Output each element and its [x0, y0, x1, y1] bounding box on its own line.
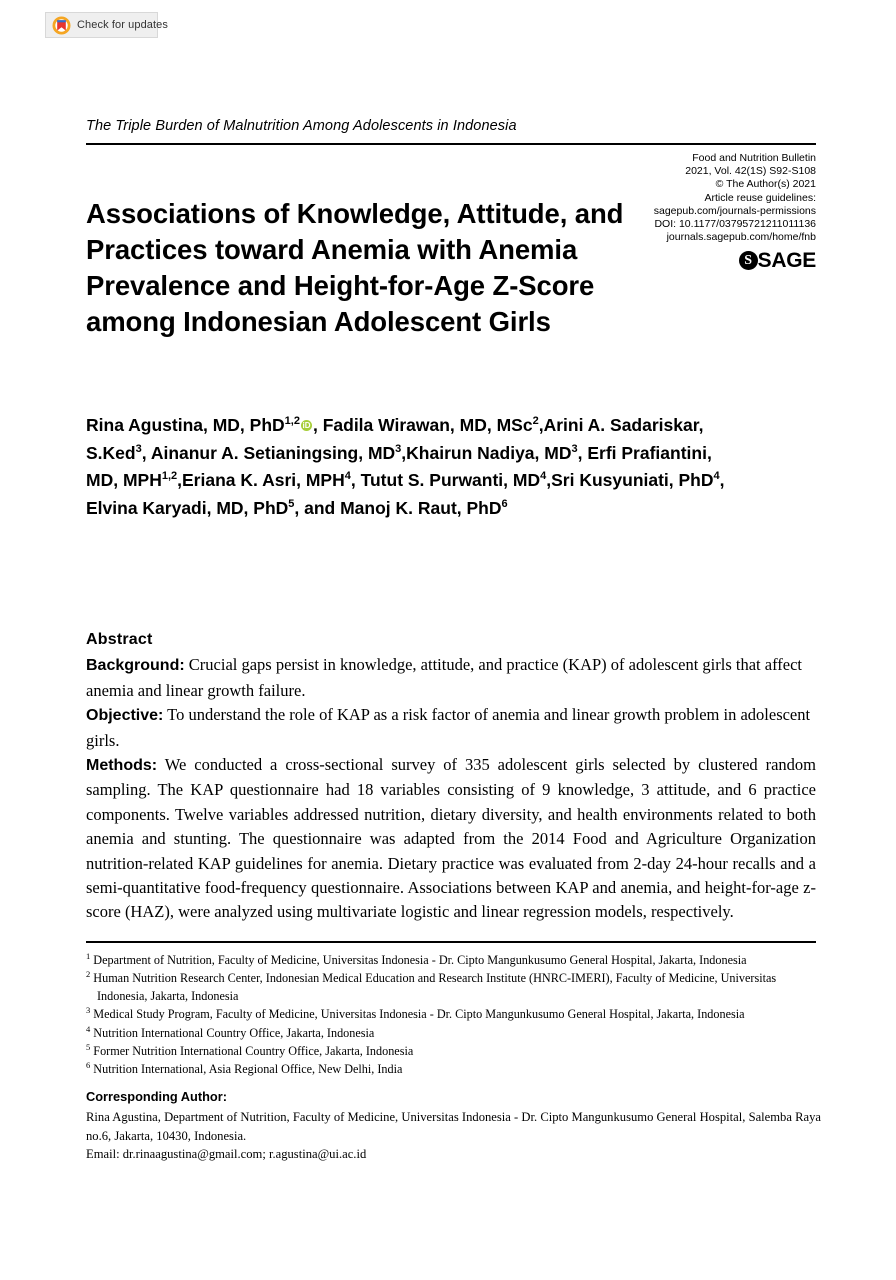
- header-divider: [86, 143, 816, 145]
- footnote-divider: [86, 941, 816, 943]
- article-title: Associations of Knowledge, Attitude, and Practices toward Anemia with Anemia Prevalence and Height-for-Age Z-Score among Indonesian Adolescent Girls: [86, 198, 624, 338]
- corresponding-author-email[interactable]: Email: dr.rinaagustina@gmail.com; r.agustina@ui.ac.id: [86, 1147, 367, 1162]
- author-affiliation-marker: 5: [288, 497, 295, 510]
- author-name: Rina Agustina, MD, PhD: [86, 415, 285, 435]
- abstract-paragraph: Methods: We conducted a cross-sectional survey of 335 adolescent girls selected by clustered random sampling. The KAP questionnaire had 18 variables consisting of 9 knowledge, 3 attitude, and 6 practice components. Twelve variables addressed nutrition, dietary diversity, and health environments related to both anemia and stunting. The questionnaire was adapted from the 2014 Food and Agriculture Organization nutrition-related KAP guidelines for anemia. Dietary practice was evaluated from 2-day 24-hour recalls and a semi-quantitative food-frequency questionnaire. Associations between KAP and anemia, and height-for-age z-score (HAZ), were analyzed using multivariate logistic and linear regression models, respectively.: [86, 755, 816, 922]
- author-affiliation-marker: 4: [344, 470, 351, 483]
- author-affiliation-marker: 3: [571, 442, 578, 455]
- author-name: Tutut S. Purwanti, MD: [360, 470, 541, 490]
- affiliation-item: $^6$ Nutrition International, Asia Regional Office, New Delhi, India: [86, 1060, 403, 1077]
- check-for-updates-label: Check for updates: [77, 19, 168, 31]
- author-name: Elvina Karyadi, MD, PhD: [86, 497, 289, 518]
- affiliation-marker: 1: [86, 950, 91, 961]
- affiliation-marker: 3: [86, 1005, 91, 1016]
- author-affiliation-marker: 1,2: [284, 415, 300, 428]
- affiliation-item: $^4$ Nutrition International Country Office, Jakarta, Indonesia: [86, 1023, 375, 1040]
- journal-name: Food and Nutrition Bulletin: [692, 152, 816, 164]
- author-name: Khairun Nadiya, MD: [406, 442, 572, 463]
- author-affiliation-marker: 6: [501, 497, 508, 510]
- author-affiliation-marker: 4: [540, 470, 547, 483]
- affiliation-item: $^3$ Medical Study Program, Faculty of Medicine, Universitas Indonesia - Dr. Cipto Mangunkusumo General Hospital, Jakarta, Indonesia: [86, 1005, 745, 1022]
- journal-volume: 2021, Vol. 42(1S) S92-S108: [685, 165, 816, 178]
- affiliations-list: [86, 952, 821, 1080]
- reuse-guidelines-label: Article reuse guidelines:: [704, 191, 816, 204]
- abstract-body: [86, 653, 816, 924]
- affiliation-marker: 5: [86, 1041, 91, 1052]
- affiliation-marker: 6: [86, 1060, 91, 1071]
- author-affiliation-marker: 3: [135, 442, 142, 455]
- running-head: The Triple Burden of Malnutrition Among Adolescents in Indonesia: [86, 118, 517, 134]
- author-name: Arini A. Sadariskar, S.Ked: [86, 415, 704, 463]
- affiliation-marker: 2: [86, 969, 91, 980]
- affiliation-item: $^5$ Former Nutrition International Country Office, Jakarta, Indonesia: [86, 1041, 414, 1059]
- abstract-section-label: Methods:: [86, 757, 158, 775]
- journal-masthead: [616, 152, 816, 271]
- affiliation-item: $^1$ Department of Nutrition, Faculty of Medicine, Universitas Indonesia - Dr. Cipto Mangunkusumo General Hospital, Jakarta, Indonesia: [86, 950, 747, 967]
- sage-emblem-icon: S: [739, 251, 758, 270]
- author-name: Fadila Wirawan, MD, MSc: [322, 415, 533, 435]
- doi-line[interactable]: DOI: 10.1177/03795721211011136: [654, 218, 816, 231]
- journal-home-link[interactable]: journals.sagepub.com/home/fnb: [666, 231, 816, 244]
- author-name: Sri Kusyuniati, PhD: [551, 470, 714, 490]
- check-for-updates-badge[interactable]: [45, 12, 168, 38]
- author-affiliation-marker: 3: [395, 442, 402, 455]
- abstract-heading: Abstract: [86, 631, 153, 648]
- corresponding-author-block: [86, 1088, 821, 1164]
- orcid-icon[interactable]: iD: [302, 421, 311, 430]
- permissions-link[interactable]: sagepub.com/journals-permissions: [653, 204, 816, 217]
- affiliation-item: $^2$ Human Nutrition Research Center, Indonesian Medical Education and Research Institute (HNRC-IMERI), Faculty of Medicine, Universitas Indonesia, Jakarta, Indonesia: [86, 969, 777, 1003]
- abstract-paragraph: Objective: To understand the role of KAP as a risk factor of anemia and linear growth problem in adolescent girls.: [86, 705, 811, 750]
- author-name: Eriana K. Asri, MPH: [182, 470, 345, 490]
- abstract-section-label: Background:: [86, 657, 185, 675]
- affiliation-marker: 4: [86, 1023, 91, 1034]
- corresponding-author-heading: Corresponding Author:: [86, 1089, 227, 1104]
- sage-logo: [616, 250, 816, 271]
- author-name: Manoj K. Raut, PhD: [340, 497, 502, 518]
- author-name: Erfi Prafiantini, MD, MPH: [86, 442, 712, 490]
- author-name: Ainanur A. Setianingsing, MD: [150, 442, 396, 463]
- corresponding-author-address: Rina Agustina, Department of Nutrition, Faculty of Medicine, Universitas Indonesia - Dr. Cipto Mangunkusumo General Hospital, Salemba Raya no.6, Jakarta, 10430, Indonesia.: [86, 1110, 821, 1143]
- sage-wordmark: SAGE: [757, 249, 816, 273]
- crossmark-icon: [52, 16, 71, 35]
- author-list: Rina Agustina, MD, PhD$^{1,2}$ iD , Fadila Wirawan, MD, MSc$^2$,Arini A. Sadariskar, S.Ked$^3$, Ainanur A. Setianingsing, $MD^3,Khairun$ Nadiya, $MD^3$, Erfi Prafiantini, MD, MPH$^{1,2}$,Eriana K. Asri, MPH$^4$, Tutut S. Purwanti, $MD^4,Sri$ Kusyuniati, PhD$^4$, Elvina Karyadi, MD, PhD$^5$, and Manoj K. Raut, PhD$^6$: [86, 415, 725, 518]
- abstract-paragraph: Background: Crucial gaps persist in knowledge, attitude, and practice (KAP) of adolescent girls that affect anemia and linear growth failure.: [86, 655, 803, 700]
- author-affiliation-marker: 2: [532, 415, 539, 428]
- copyright-line: © The Author(s) 2021: [715, 178, 816, 191]
- abstract-section: [86, 628, 816, 925]
- author-affiliation-marker: 1,2: [161, 470, 178, 483]
- author-affiliation-marker: 4: [713, 470, 720, 483]
- abstract-section-label: Objective:: [86, 707, 164, 725]
